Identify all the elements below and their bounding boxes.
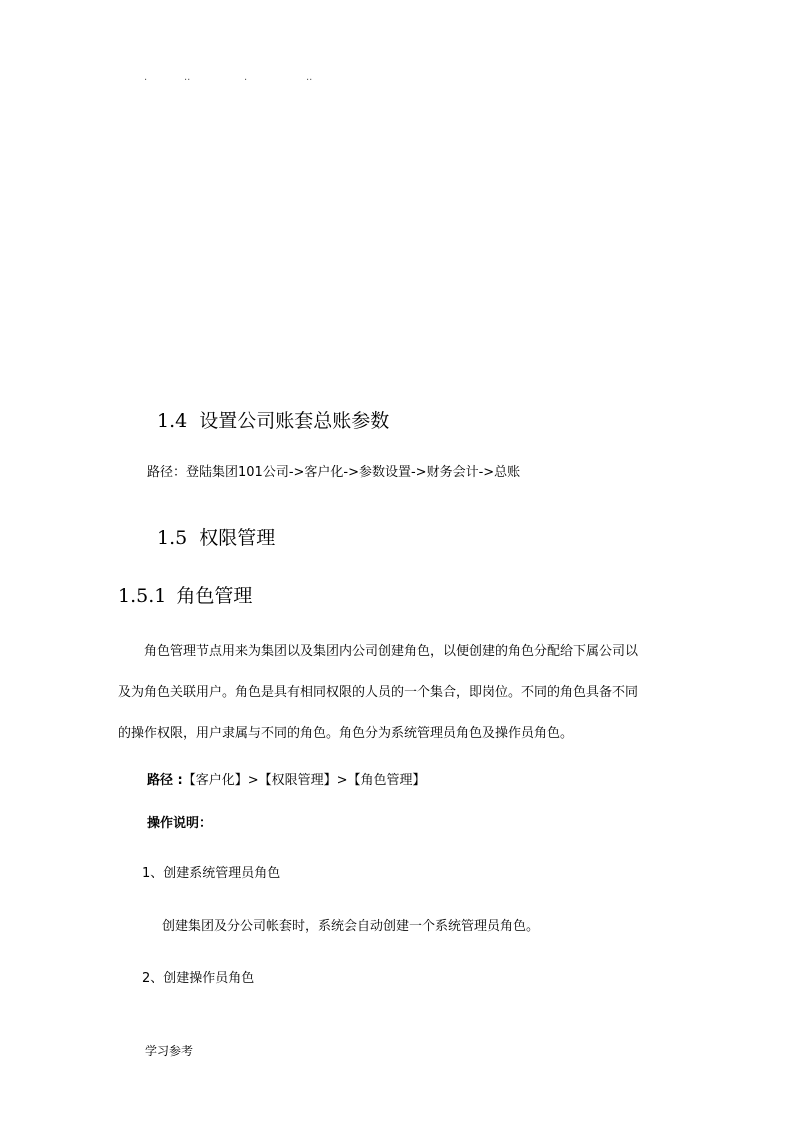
section-number: 1.5 (157, 527, 188, 549)
header-mark: . (144, 72, 148, 83)
section-1-4-heading (157, 406, 389, 433)
description-line: 角色管理节点用来为集团以及集团内公司创建角色，以便创建的角色分配给下属公司以 (144, 644, 639, 659)
path-label: 路径 : (147, 773, 183, 788)
section-1-5-heading (157, 523, 275, 550)
section-title: 角色管理 (176, 585, 253, 607)
header-mark: . (244, 72, 248, 83)
section-1-4-path: 路径：登陆集团101公司->客户化->参数设置->财务会计->总账 (147, 465, 521, 480)
step-detail: 创建集团及分公司帐套时，系统会自动创建一个系统管理员角色。 (162, 919, 540, 934)
description-line: 及为角色关联用户。角色是具有相同权限的人员的一个集合，即岗位。不同的角色具备不同 (118, 685, 639, 700)
section-number: 1.4 (157, 410, 188, 432)
header-mark: .. (306, 72, 313, 83)
path-value: 【客户化】>【权限管理】>【角色管理】 (182, 773, 426, 788)
section-number: 1.5.1 (118, 585, 167, 607)
footer-text: 学习参考 (145, 1044, 194, 1058)
role-path (147, 774, 426, 787)
header-mark: .. (184, 72, 191, 83)
step-title: 2、创建操作员角色 (142, 971, 255, 986)
operation-label: 操作说明： (147, 816, 213, 831)
description-line: 的操作权限，用户隶属与不同的角色。角色分为系统管理员角色及操作员角色。 (118, 726, 574, 741)
step-title: 1、创建系统管理员角色 (142, 866, 281, 881)
section-title: 设置公司账套总账参数 (199, 410, 390, 432)
section-1-5-1-heading (118, 581, 252, 608)
section-title: 权限管理 (199, 527, 276, 549)
